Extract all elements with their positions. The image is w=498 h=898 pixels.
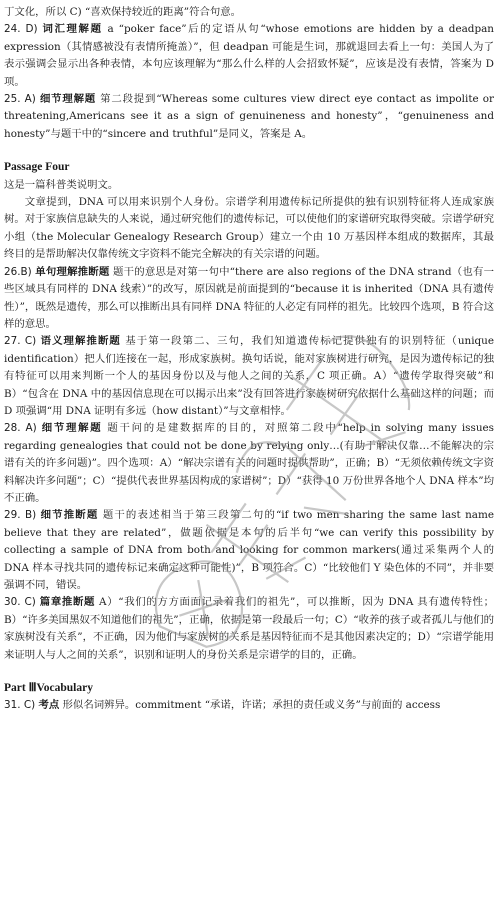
answer-24 — [4, 21, 494, 91]
answer-key-page — [4, 4, 494, 715]
explanation-text: 题干的表述相当于第三段第二句的“if two men sharing the same last name believe that they are related”，做题依据是本句的后半句“we can verify this possibility by collecting a sample of DNA from both and looking for common markers(通过采集两个人的 DNA 样本寻找共同的遗传标记来确定这种可能性)”，B 项符合。C）“比较他们 Y 染色体的不同”，并非要强调不同，错误。 — [4, 509, 495, 591]
answer-28 — [4, 420, 494, 507]
answer-number: 31. C) — [4, 699, 36, 712]
question-type: 篇章推断题 — [39, 596, 96, 609]
answer-27 — [4, 333, 494, 420]
explanation-text: 第二段提到“Whereas some cultures view direct eye contact as impolite or threatening,Americans see it as a sign of genuineness and honesty”，“genuineness and honesty”与题干中的“sincere and truthful”是同义，答案是 A。 — [4, 93, 495, 140]
question-type: 语义理解推断题 — [40, 335, 121, 348]
answer-number: 29. B) — [4, 509, 37, 522]
answer-29 — [4, 507, 494, 594]
answer-number: 25. A) — [4, 93, 36, 106]
explanation-text: 基于第一段第二、三句，我们知道遗传标记提供独有的识别特征（unique identification）把人们连接在一起，形成家族树。换句话说，能对家族树进行研究，是因为遗传标记的独有特征可以用来判断一个人的基因身份以及与他人之间的关系，C 项正确。A）“遗传学取得突破”和 B）“包含在 DNA 中的基因信息现在可以揭示出来”没有回答进行家族树研究依据什么基础这样的问题；而 D 项强调“用 DNA 证明有多远（how distant）”与文章相悖。 — [4, 335, 495, 417]
question-type: 细节理解题 — [41, 422, 103, 435]
question-type: 考点 — [38, 699, 60, 712]
answer-number: 24. D) — [4, 23, 38, 36]
answer-number: 26.B) — [4, 265, 32, 278]
question-type: 单句理解推断题 — [35, 265, 110, 278]
spacer — [4, 143, 494, 155]
passage-four-heading: Passage Four — [4, 161, 70, 174]
answer-number: 28. A) — [4, 422, 37, 435]
explanation-text: 题干的意思是对第一句中“there are also regions of the DNA strand（也有一些区域具有同样的 DNA 线索）”的改写，原因就是前面提到的“because it is inherited（DNA 具有遗传性）”，既然是遗传，那么可以推断出具有同样 DNA 特征的人必定有同样的祖先。比较四个选项，B 符合这样的意思。 — [4, 265, 495, 330]
answer-number: 30. C) — [4, 596, 36, 609]
carryover-line: 丁文化，所以 C) “喜欢保持较近的距离”符合句意。 — [4, 6, 242, 18]
answer-number: 27. C) — [4, 335, 37, 348]
part-three-heading: Part ⅢVocabulary — [4, 682, 93, 695]
passage-summary: 文章提到，DNA 可以用来识别个人身份。宗谱学利用遗传标记所提供的独有识别特征将人连成家族树。对于家族信息缺失的人来说，通过研究他们的遗传标记，可以使他们的家谱研究取得突破。宗谱学研究小组（the Molecular Genealogy Research Group）建立一个由 10 万基因样本组成的数据库，其最终目的是帮助解决仅靠传统文字资料不能完全解决的有关宗谱的问题。 — [4, 196, 494, 261]
explanation-text: 题干问的是建数据库的目的，对照第二段中“help in solving many issues regarding genealogies that could not be done by relying only…(有助于解决仅靠…不能解决的宗谱有关的许多问题)”。四个选项：A）“解决宗谱有关的问题时提供帮助”，正确；B）“无须依赖传统文字资料解决许多问题”；C）“提供代表世界基因构成的家谱树”；D）“获得 10 万份世界各地个人 DNA 样本”均不正确。 — [4, 422, 494, 504]
explanation-text: A）“我们的方方面面记录着我们的祖先”，可以推断，因为 DNA 具有遗传特性；B）“许多美国黑奴不知道他们的祖先”，正确，依据是第一段最后一句；C）“收养的孩子或者孤儿与他们的家族树没有关系”，不正确，因为他们与家族树的关系是基因特征而不是其他因素决定的；D）“宗谱学能用来证明人与人之间的关系”，识别和证明人的身份关系是宗谱学的目的，正确。 — [4, 596, 495, 661]
question-type: 词汇理解题 — [42, 23, 103, 36]
answer-31 — [4, 697, 494, 714]
spacer — [4, 664, 494, 676]
question-type: 细节推断题 — [40, 509, 99, 522]
explanation-text: a “poker face”后的定语从句“whose emotions are hidden by a deadpan expression（其情感被没有表情所掩盖）”，但 deadpan 可能是生词，那就退回去看上一句：美国人为了表示强调会显示出各种表情，本句应该理解为“那么什么样的人会招致怀疑”，应该是没有表情，答案为 D 项。 — [4, 23, 494, 88]
passage-intro: 这是一篇科普类说明文。 — [4, 178, 119, 191]
explanation-text: 形似名词辨异。commitment “承诺，许诺；承担的责任或义务”与前面的 access — [59, 699, 441, 712]
question-type: 细节理解题 — [39, 93, 97, 106]
answer-30 — [4, 594, 494, 664]
answer-26 — [4, 264, 494, 334]
answer-25 — [4, 91, 494, 143]
